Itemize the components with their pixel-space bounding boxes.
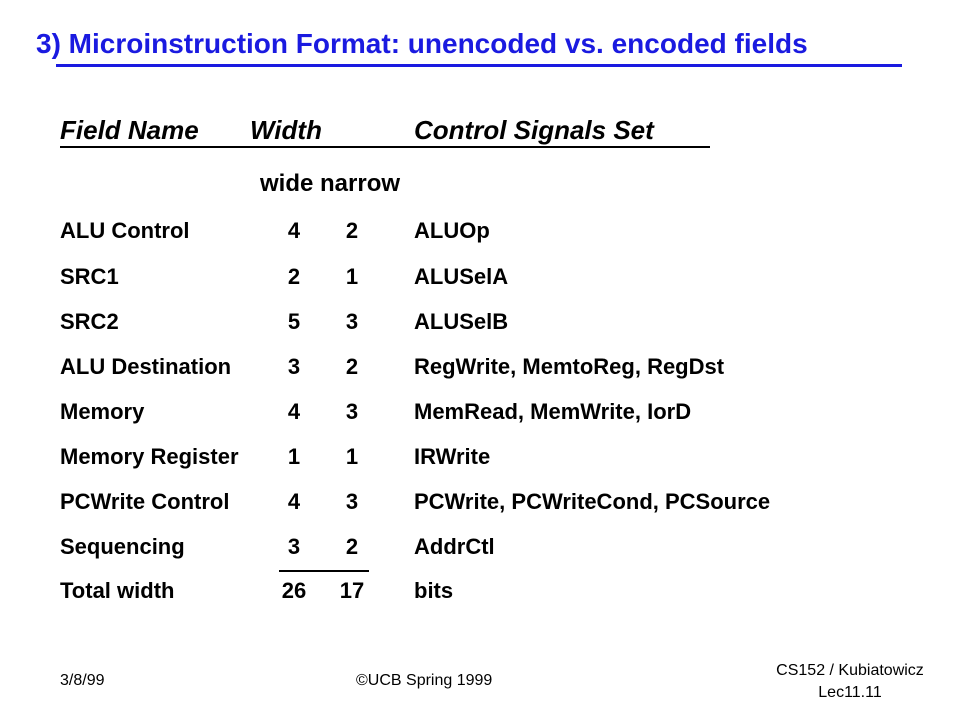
field-name: ALU Destination xyxy=(60,354,232,379)
field-name: Total width xyxy=(60,578,175,603)
field-name: SRC2 xyxy=(60,309,119,334)
field-name: Sequencing xyxy=(60,534,185,559)
field-name: Memory xyxy=(60,399,145,424)
wide-width: 4 xyxy=(287,489,301,514)
narrow-width: 2 xyxy=(345,218,359,243)
table-row xyxy=(0,444,960,474)
field-name: ALU Control xyxy=(60,218,190,243)
narrow-width: 2 xyxy=(345,354,359,379)
narrow-width: 3 xyxy=(345,309,359,334)
footer-date: 3/8/99 xyxy=(60,672,105,689)
slide-title: 3) Microinstruction Format: unencoded vs. encoded fields xyxy=(36,28,808,59)
field-name: SRC1 xyxy=(60,264,119,289)
control-signals: IRWrite xyxy=(414,444,491,469)
control-signals: AddrCtl xyxy=(414,534,495,559)
header-control-signals: Control Signals Set xyxy=(414,115,654,145)
wide-width: 4 xyxy=(287,218,301,243)
wide-width: 1 xyxy=(287,444,301,469)
footer-copyright: ©UCB Spring 1999 xyxy=(356,672,493,689)
table-row-total xyxy=(0,578,960,608)
narrow-width: 3 xyxy=(345,489,359,514)
control-signals: PCWrite, PCWriteCond, PCSource xyxy=(414,489,771,514)
control-signals: ALUSelB xyxy=(414,309,509,334)
header-width: Width xyxy=(250,115,322,145)
wide-width: 3 xyxy=(287,354,301,379)
wide-width: 5 xyxy=(287,309,301,334)
narrow-width: 3 xyxy=(345,399,359,424)
control-signals: ALUSelA xyxy=(414,264,509,289)
control-signals: MemRead, MemWrite, IorD xyxy=(414,399,692,424)
wide-width: 3 xyxy=(287,534,301,559)
width-subheader: wide narrow xyxy=(260,170,401,197)
wide-width: 4 xyxy=(287,399,301,424)
table-row xyxy=(0,264,960,294)
footer-course: CS152 / Kubiatowicz xyxy=(776,662,924,679)
title-underline xyxy=(56,64,902,67)
footer-lecture: Lec11.11 xyxy=(818,684,882,701)
table-row xyxy=(0,489,960,519)
narrow-width: 1 xyxy=(345,264,359,289)
header-field-name: Field Name xyxy=(60,115,199,145)
table-row xyxy=(0,218,960,248)
table-row xyxy=(0,534,960,564)
total-sum-rule xyxy=(279,570,369,572)
wide-width: 26 xyxy=(281,578,307,603)
control-signals: RegWrite, MemtoReg, RegDst xyxy=(414,354,725,379)
narrow-width: 2 xyxy=(345,534,359,559)
control-signals: ALUOp xyxy=(414,218,490,243)
field-name: Memory Register xyxy=(60,444,239,469)
narrow-width: 1 xyxy=(345,444,359,469)
control-signals: bits xyxy=(414,578,454,603)
wide-width: 2 xyxy=(287,264,301,289)
table-row xyxy=(0,399,960,429)
header-underline xyxy=(60,146,710,148)
field-name: PCWrite Control xyxy=(60,489,230,514)
table-row xyxy=(0,354,960,384)
table-row xyxy=(0,309,960,339)
narrow-width: 17 xyxy=(339,578,365,603)
